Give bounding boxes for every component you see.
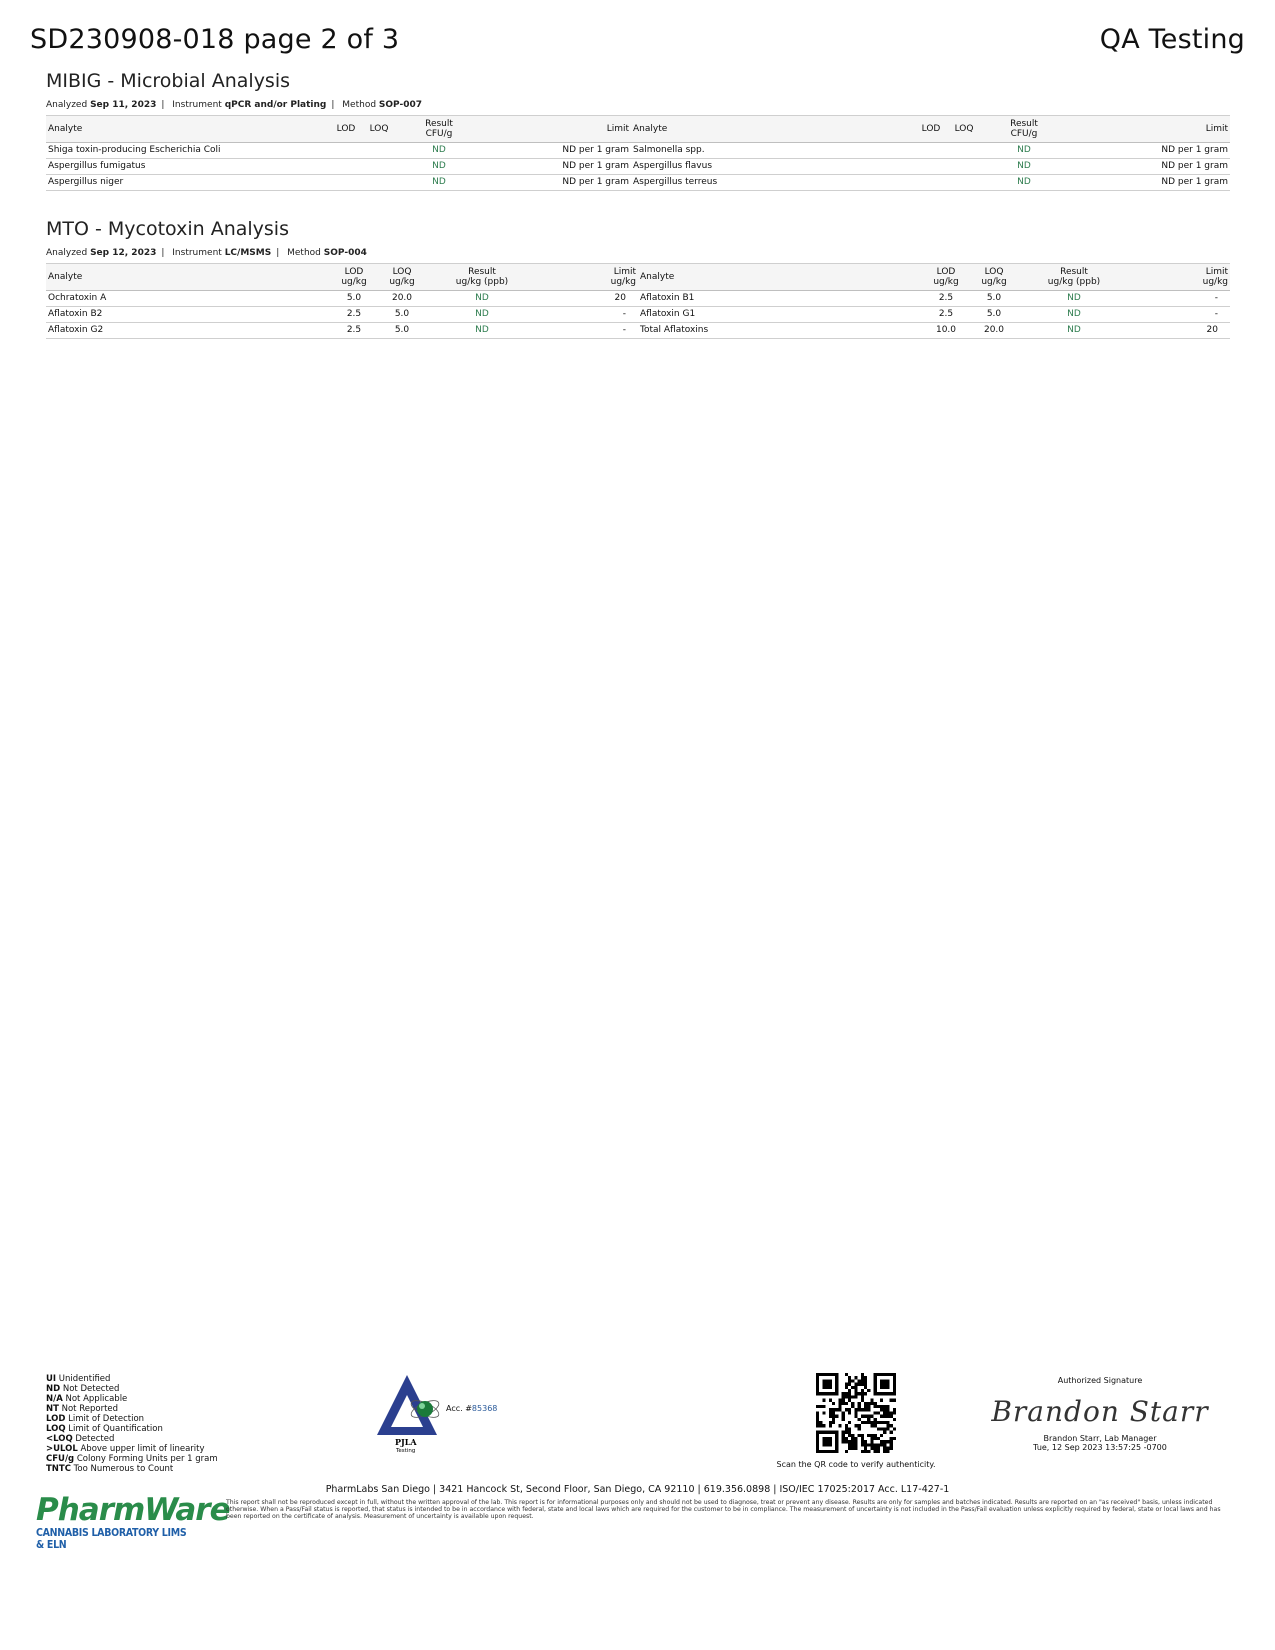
mycotoxin-meta: Analyzed Sep 12, 2023 | Instrument LC/MSMS | Method SOP-004 xyxy=(46,248,367,258)
logo-name: PharmWare xyxy=(36,1492,230,1528)
analyzed-label: Analyzed xyxy=(46,100,88,110)
legend-item: CFU/g Colony Forming Units per 1 gram xyxy=(46,1454,218,1464)
signature-date: Tue, 12 Sep 2023 13:57:25 -0700 xyxy=(1033,1443,1167,1452)
legend-item: TNTC Too Numerous to Count xyxy=(46,1464,174,1474)
limit-cell: - xyxy=(622,309,626,319)
col-result: Result CFU/g xyxy=(425,119,453,139)
analyte-cell: Total Aflatoxins xyxy=(640,325,709,335)
method-label: Method xyxy=(342,100,377,110)
limit-cell: ND per 1 gram xyxy=(1161,161,1228,171)
table-row xyxy=(46,323,1230,339)
mycotoxin-section xyxy=(46,218,1230,339)
logo-tagline: CANNABIS LABORATORY LIMS & ELN xyxy=(36,1527,187,1551)
result-cell: ND xyxy=(432,161,446,171)
analyzed-label: Analyzed xyxy=(46,248,88,258)
microbial-section xyxy=(46,70,1230,191)
table-row xyxy=(46,159,1230,175)
result-cell: ND xyxy=(432,177,446,187)
limit-cell: ND per 1 gram xyxy=(1161,177,1228,187)
analyte-cell: Aspergillus flavus xyxy=(633,161,713,171)
analyte-cell: Aspergillus niger xyxy=(48,177,124,187)
qr-code-icon[interactable] xyxy=(816,1373,896,1453)
result-cell: ND xyxy=(1067,293,1081,303)
report-type: QA Testing xyxy=(1099,24,1245,55)
table-row xyxy=(46,291,1230,307)
result-cell: ND xyxy=(432,145,446,155)
pjla-accreditation xyxy=(375,1373,525,1453)
col-loq: LOQ xyxy=(369,124,389,134)
microbial-table xyxy=(46,115,1230,191)
limit-cell: ND per 1 gram xyxy=(1161,145,1228,155)
page-title: SD230908-018 page 2 of 3 xyxy=(30,24,400,55)
limit-cell: - xyxy=(1214,309,1218,319)
limit-cell: 20 xyxy=(614,293,626,303)
table-header-row xyxy=(46,264,1230,291)
result-cell: ND xyxy=(1017,161,1031,171)
col-limit: Limit ug/kg xyxy=(610,267,636,287)
signature-label: Authorized Signature xyxy=(1057,1376,1143,1385)
col-lod: LOD ug/kg xyxy=(933,267,959,287)
method-value: SOP-007 xyxy=(378,100,423,110)
method-value: SOP-004 xyxy=(323,248,367,258)
limit-cell: - xyxy=(1214,293,1218,303)
limit-cell: ND per 1 gram xyxy=(562,177,629,187)
legend-item: ND Not Detected xyxy=(46,1384,120,1394)
legal-disclaimer: This report shall not be reproduced except in full, without the written approval of the lab. This report is for informational purposes only and should not be used to diagnose, treat or prevent any disease. Results are only for samples and batches indicated. Results are reported on an "as received" basis, unless indicated otherwise. When a Pass/Fail status is reported, that status is intended to be in accordance with federal, state and local laws which are required for the customer to be in compliance. The measurement of uncertainty is not included in the Pass/Fail evaluation unless explicitly required by federal, state or local laws and has been reported on the certificate of analysis. Measurement of uncertainty is available upon request. xyxy=(226,1499,1221,1520)
analyte-cell: Aflatoxin G1 xyxy=(640,309,696,319)
microbial-meta: Analyzed Sep 11, 2023 | Instrument qPCR and/or Plating | Method SOP-007 xyxy=(46,100,423,110)
col-loq: LOQ ug/kg xyxy=(389,267,415,287)
legend-item: LOQ Limit of Quantification xyxy=(46,1424,163,1434)
analyte-cell: Shiga toxin-producing Escherichia Coli xyxy=(48,145,221,155)
loq-cell: 5.0 xyxy=(394,309,410,319)
col-limit: Limit xyxy=(606,124,629,134)
authorized-signature xyxy=(980,1376,1220,1452)
analyte-cell: Salmonella spp. xyxy=(633,145,705,155)
pjla-logo-icon xyxy=(375,1373,525,1453)
analyzed-date: Sep 11, 2023 xyxy=(90,100,157,110)
result-cell: ND xyxy=(475,309,489,319)
table-header-row xyxy=(46,116,1230,143)
analyte-cell: Ochratoxin A xyxy=(48,293,107,303)
analyzed-date: Sep 12, 2023 xyxy=(90,248,157,258)
legend-item: >ULOL Above upper limit of linearity xyxy=(46,1444,205,1454)
lod-cell: 10.0 xyxy=(935,325,957,335)
instrument-label: Instrument xyxy=(172,100,222,110)
result-cell: ND xyxy=(1067,325,1081,335)
analyte-cell: Aspergillus terreus xyxy=(633,177,718,187)
instrument-label: Instrument xyxy=(172,248,222,258)
legend-item: LOD Limit of Detection xyxy=(46,1414,145,1424)
col-analyte: Analyte xyxy=(48,272,83,282)
lod-cell: 2.5 xyxy=(346,325,362,335)
col-result: Result ug/kg (ppb) xyxy=(455,267,509,287)
signer-name: Brandon Starr, Lab Manager xyxy=(1043,1434,1157,1443)
instrument-value: LC/MSMS xyxy=(224,248,272,258)
limit-cell: ND per 1 gram xyxy=(562,161,629,171)
analyte-cell: Aspergillus fumigatus xyxy=(48,161,146,171)
limit-cell: - xyxy=(622,325,626,335)
loq-cell: 5.0 xyxy=(986,293,1002,303)
lod-cell: 5.0 xyxy=(346,293,362,303)
lod-cell: 2.5 xyxy=(938,309,954,319)
col-analyte: Analyte xyxy=(48,124,83,134)
analyte-cell: Aflatoxin B2 xyxy=(48,309,103,319)
lod-cell: 2.5 xyxy=(938,293,954,303)
svg-text:Testing: Testing xyxy=(396,1448,416,1453)
mycotoxin-title: MTO - Mycotoxin Analysis xyxy=(46,218,289,240)
col-limit: Limit xyxy=(1205,124,1228,134)
abbreviation-legend xyxy=(46,1374,218,1474)
col-limit: Limit ug/kg xyxy=(1202,267,1228,287)
table-row xyxy=(46,307,1230,323)
col-lod: LOD ug/kg xyxy=(341,267,367,287)
signature-handwriting: Brandon Starr xyxy=(991,1395,1209,1428)
loq-cell: 20.0 xyxy=(983,325,1005,335)
qr-caption: Scan the QR code to verify authenticity. xyxy=(776,1460,936,1469)
table-row xyxy=(46,175,1230,191)
lod-cell: 2.5 xyxy=(346,309,362,319)
result-cell: ND xyxy=(1017,145,1031,155)
instrument-value: qPCR and/or Plating xyxy=(224,100,327,110)
table-row xyxy=(46,143,1230,159)
legend-item: NT Not Reported xyxy=(46,1404,119,1414)
loq-cell: 5.0 xyxy=(986,309,1002,319)
method-label: Method xyxy=(287,248,321,258)
limit-cell: 20 xyxy=(1206,325,1218,335)
svg-text:PJLA: PJLA xyxy=(395,1437,417,1447)
legend-item: N/A Not Applicable xyxy=(46,1394,128,1404)
result-cell: ND xyxy=(1067,309,1081,319)
col-lod: LOD xyxy=(336,124,356,134)
limit-cell: ND per 1 gram xyxy=(562,145,629,155)
col-analyte: Analyte xyxy=(633,124,668,134)
result-cell: ND xyxy=(475,325,489,335)
col-loq: LOQ ug/kg xyxy=(981,267,1007,287)
verification-qr xyxy=(756,1373,956,1469)
col-lod: LOD xyxy=(921,124,941,134)
col-loq: LOQ xyxy=(954,124,974,134)
accreditation-number: Acc. #85368 xyxy=(446,1404,498,1413)
analyte-cell: Aflatoxin B1 xyxy=(640,293,695,303)
lab-address: PharmLabs San Diego | 3421 Hancock St, Second Floor, San Diego, CA 92110 | 619.356.0898 | ISO/IEC 17025:2017 Acc. L17-427-1 xyxy=(325,1484,950,1495)
pharmware-logo xyxy=(36,1492,230,1555)
microbial-title: MIBIG - Microbial Analysis xyxy=(46,70,291,92)
result-cell: ND xyxy=(475,293,489,303)
col-result: Result CFU/g xyxy=(1010,119,1038,139)
analyte-cell: Aflatoxin G2 xyxy=(48,325,104,335)
loq-cell: 5.0 xyxy=(394,325,410,335)
col-analyte: Analyte xyxy=(640,272,675,282)
legend-item: UI Unidentified xyxy=(46,1374,111,1384)
col-result: Result ug/kg (ppb) xyxy=(1047,267,1101,287)
loq-cell: 20.0 xyxy=(391,293,413,303)
legend-item: <LOQ Detected xyxy=(46,1434,115,1444)
mycotoxin-table xyxy=(46,263,1230,339)
result-cell: ND xyxy=(1017,177,1031,187)
